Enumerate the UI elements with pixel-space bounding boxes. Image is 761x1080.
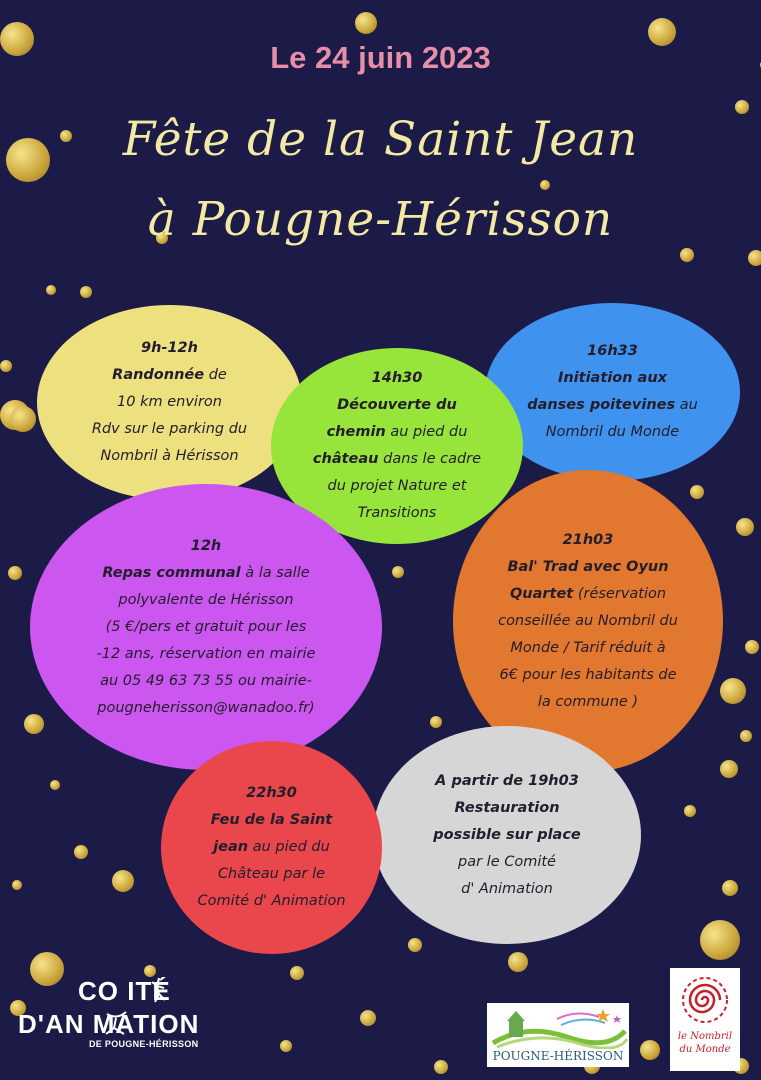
- confetti-dot: [720, 678, 746, 704]
- confetti-dot: [280, 1040, 292, 1052]
- dancer-icon: [102, 1006, 132, 1036]
- confetti-dot: [748, 250, 761, 266]
- bubble-time: 9h-12h: [141, 340, 198, 356]
- bubble-text: Monde / Tarif réduit à: [510, 639, 666, 656]
- bubble-feu: 22h30 Feu de la Saint jean au pied du Château par le Comité d' Animation: [161, 741, 382, 954]
- bubble-initiation: 16h33 Initiation aux danses poitevines au Nombril du Monde: [485, 303, 740, 481]
- bubble-time: 12h: [190, 537, 222, 554]
- bubble-activity: chemin: [326, 424, 386, 440]
- confetti-dot: [355, 12, 377, 34]
- bubble-text: 10 km environ: [117, 394, 222, 410]
- bubble-bal: 21h03 Bal' Trad avec Oyun Quartet (réservation conseillée au Nombril du Monde / Tarif réduit à 6€ pour les habitants de la commune ): [453, 470, 723, 772]
- bubble-text: Transitions: [357, 505, 437, 521]
- bubble-activity: Repas communal: [102, 564, 241, 581]
- bubble-text: Nombril à Hérisson: [100, 448, 239, 464]
- spiral-icon: [670, 968, 740, 1030]
- bubble-text: Château par le: [217, 866, 326, 882]
- bubble-time: 16h33: [587, 343, 638, 359]
- bubble-text: 6€ pour les habitants de: [499, 666, 677, 683]
- confetti-dot: [736, 518, 754, 536]
- event-title-line1: Fête de la Saint Jean: [122, 112, 639, 167]
- confetti-dot: [540, 180, 550, 190]
- bubble-text: d' Animation: [461, 880, 553, 897]
- confetti-dot: [24, 714, 44, 734]
- nombril-du-monde-logo: [670, 968, 740, 1071]
- event-title-line2: à Pougne-Hérisson: [147, 192, 614, 247]
- bubble-text: -12 ans, réservation en mairie: [96, 645, 316, 662]
- bubble-repas: 12h Repas communal à la salle polyvalente de Hérisson (5 €/pers et gratuit pour les -12 ans, réservation en mairie au 05 49 63 73 55 ou mairie- pougneherisson@wanadoo.fr): [30, 484, 382, 770]
- bubble-activity: Quartet: [509, 585, 574, 602]
- bubble-activity: danses poitevines: [527, 397, 676, 413]
- bubble-activity: Initiation aux: [557, 370, 668, 386]
- bubble-text: par le Comité: [458, 853, 556, 870]
- confetti-dot: [684, 805, 696, 817]
- bubble-activity: possible sur place: [433, 826, 581, 843]
- confetti-dot: [8, 566, 22, 580]
- confetti-dot: [12, 880, 22, 890]
- confetti-dot: [360, 1010, 376, 1026]
- comite-logo-line1: CO ITÉ: [78, 976, 171, 1006]
- bubble-text: la commune ): [537, 693, 639, 710]
- bubble-time: 22h30: [246, 785, 297, 801]
- bubble-text: conseillée au Nombril du: [498, 612, 678, 629]
- comite-animation-logo: [18, 976, 263, 1056]
- confetti-dot: [508, 952, 528, 972]
- bubble-decouverte: 14h30 Découverte du chemin au pied du château dans le cadre du projet Nature et Transitions: [271, 348, 523, 544]
- bubble-text: au 05 49 63 73 55 ou mairie-: [100, 672, 312, 689]
- pougne-herisson-logo: [487, 1003, 629, 1067]
- confetti-dot: [0, 360, 12, 372]
- confetti-dot: [80, 286, 92, 298]
- confetti-dot: [50, 780, 60, 790]
- confetti-dot: [700, 920, 740, 960]
- bubble-randonnee: 9h-12h Randonnée de 10 km environ Rdv sur le parking du Nombril à Hérisson: [37, 305, 302, 500]
- dancer-icon: [148, 976, 170, 1004]
- confetti-dot: [408, 938, 422, 952]
- confetti-dot: [430, 716, 442, 728]
- confetti-dot: [112, 870, 134, 892]
- bubble-time: 14h30: [371, 370, 423, 386]
- confetti-dot: [745, 640, 759, 654]
- confetti-dot: [10, 406, 36, 432]
- comite-logo-line3: DE POUGNE-HÉRISSON: [89, 1039, 199, 1049]
- confetti-dot: [74, 845, 88, 859]
- confetti-dot: [722, 880, 738, 896]
- bubble-text: Rdv sur le parking du: [91, 421, 248, 437]
- bubble-text: polyvalente de Hérisson: [118, 591, 294, 608]
- nombril-logo-text: le Nombril du Monde: [677, 1031, 733, 1055]
- bubble-activity: Randonnée: [112, 367, 205, 383]
- village-icon: [487, 1003, 629, 1049]
- confetti-dot: [434, 1060, 448, 1074]
- bubble-text: du projet Nature et: [327, 478, 467, 494]
- confetti-dot: [392, 566, 404, 578]
- confetti-dot: [46, 285, 56, 295]
- bubble-text: Comité d' Animation: [197, 893, 346, 909]
- email-text: pougneherisson@wanadoo.fr): [97, 699, 315, 716]
- bubble-activity: Bal' Trad avec Oyun: [507, 558, 669, 575]
- event-date: Le 24 juin 2023: [270, 40, 491, 75]
- confetti-dot: [290, 966, 304, 980]
- bubble-activity: Restauration: [454, 799, 560, 816]
- bubble-text: (5 €/pers et gratuit pour les: [105, 618, 307, 635]
- confetti-dot: [640, 1040, 660, 1060]
- bubble-activity: Découverte du: [337, 397, 457, 413]
- confetti-dot: [680, 248, 694, 262]
- bubble-activity: Feu de la Saint: [210, 812, 333, 828]
- comite-logo-line2: D'AN MATION: [18, 1009, 200, 1039]
- confetti-dot: [720, 760, 738, 778]
- bubble-text: Nombril du Monde: [545, 424, 680, 440]
- confetti-dot: [740, 730, 752, 742]
- bubble-time: A partir de 19h03: [435, 772, 579, 789]
- pougne-logo-text: POUGNE-HÉRISSON: [492, 1049, 624, 1063]
- confetti-dot: [690, 485, 704, 499]
- bubble-activity: jean: [213, 839, 249, 855]
- bubble-time: 21h03: [562, 531, 614, 548]
- bubble-activity: château: [312, 451, 379, 467]
- bubble-restauration: [373, 726, 641, 944]
